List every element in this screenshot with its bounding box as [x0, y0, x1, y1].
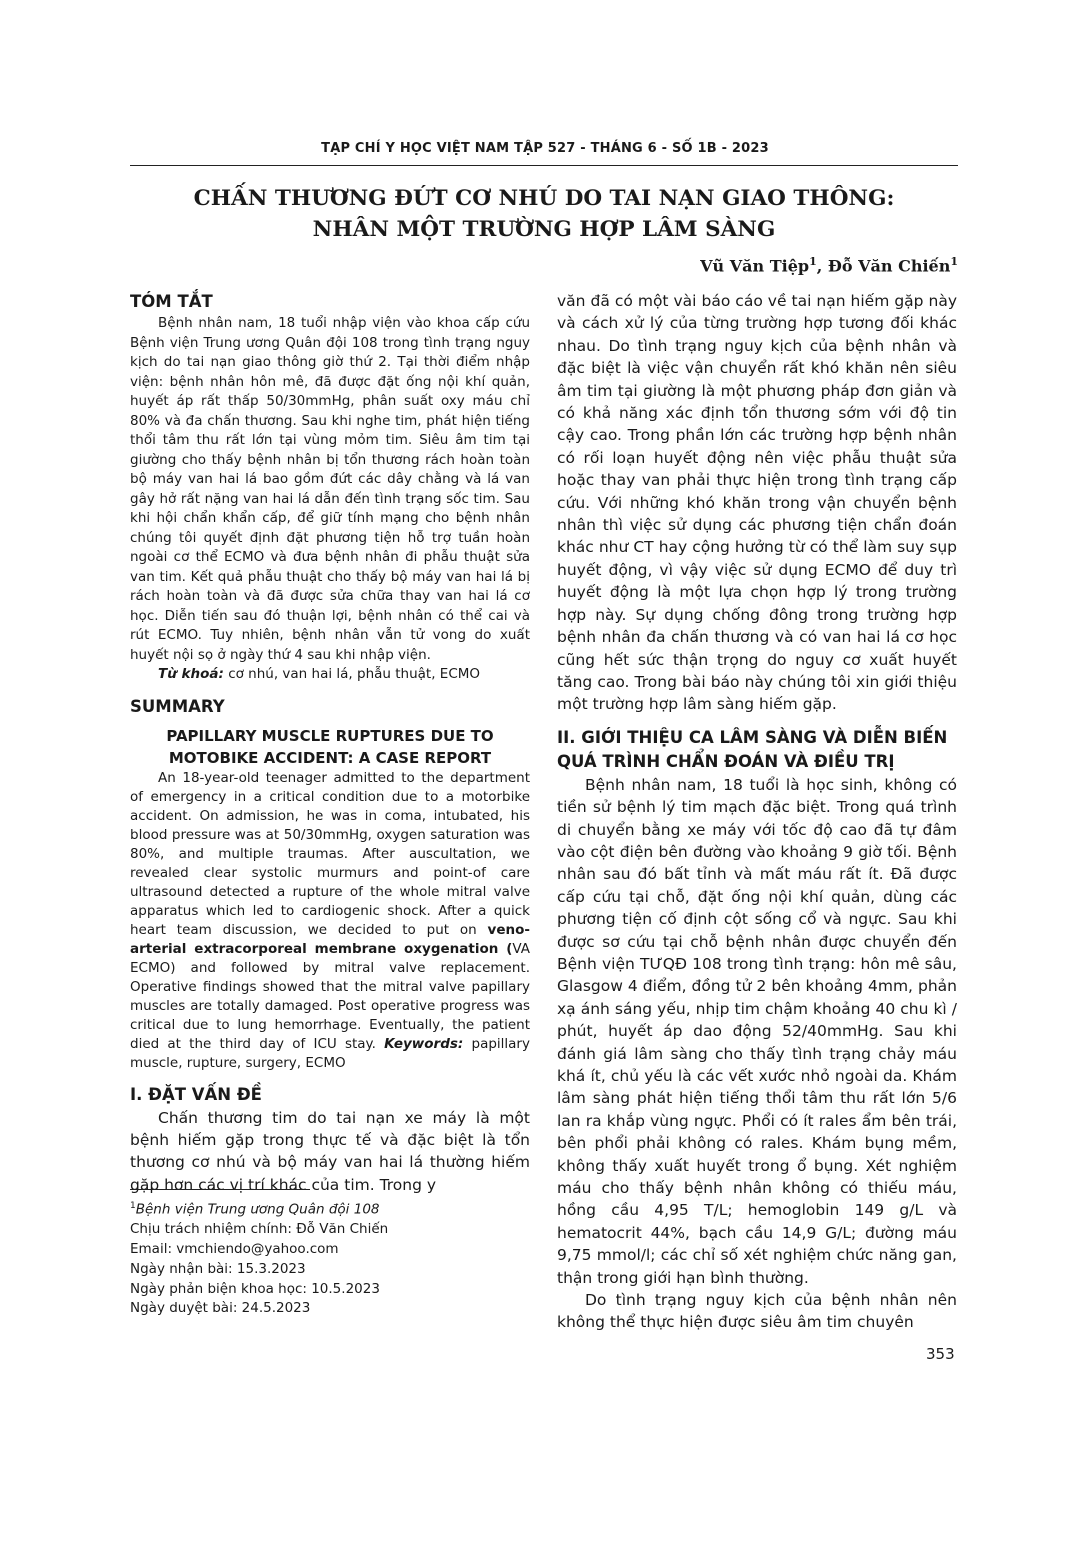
section-1-text: Chấn thương tim do tai nạn xe máy là một bệnh hiếm gặp trong thực tế và đặc biệt là tổn thương cơ nhú và bộ máy van hai lá thường hiếm gặp hơn các vị trí khác của tim. Trong y	[130, 1108, 530, 1194]
summary-text-a: An 18-year-old teenager admitted to the department of emergency in a critical condition due to a motorbike accident. On admission, he was in coma, intubated, his blood pressure was at 50/30mmHg, oxygen saturation was 80%, and multiple traumas. After auscultation, we revealed clear systolic murmurs and point-of care ultrasound detected a rupture of the whole mitral valve apparatus which led to cardiogenic shock. After a quick heart team discussion, we decided to put on	[130, 769, 530, 938]
author-2-affiliation: 1	[950, 255, 958, 268]
footnote-responsible: Chịu trách nhiệm chính: Đỗ Văn Chiến	[130, 1221, 389, 1238]
journal-header: TẠP CHÍ Y HỌC VIỆT NAM TẬP 527 - THÁNG 6 - SỐ 1B - 2023	[321, 141, 769, 156]
section-2-heading: II. GIỚI THIỆU CA LÂM SÀNG VÀ DIỄN BIẾN QUÁ TRÌNH CHẨN ĐOÁN VÀ ĐIỀU TRỊ	[557, 727, 948, 771]
summary-title-line-2: MOTOBIKE ACCIDENT: A CASE REPORT	[168, 748, 492, 767]
footnote-rule	[130, 1189, 310, 1190]
title-line-2: NHÂN MỘT TRƯỜNG HỢP LÂM SÀNG	[312, 217, 776, 242]
footnote-sup: 1	[130, 1201, 136, 1211]
header-rule	[130, 165, 958, 166]
author-2: Đỗ Văn Chiến	[827, 256, 951, 276]
section-2-para-2: Do tình trạng nguy kịch của bệnh nhân nên không thể thực hiện được siêu âm tim chuyên	[557, 1291, 957, 1332]
summary-title-line-1: PAPILLARY MUSCLE RUPTURES DUE TO	[166, 726, 494, 745]
keywords-en-label: Keywords:	[384, 1035, 464, 1052]
author-list	[700, 255, 958, 275]
title-line-1: CHẤN THƯƠNG ĐỨT CƠ NHÚ DO TAI NẠN GIAO THÔNG:	[193, 186, 895, 211]
author-separator: ,	[816, 256, 828, 276]
author-1-affiliation: 1	[809, 255, 817, 268]
summary-text-bold: veno-arterial extracorporeal membrane oxygenation (	[130, 921, 530, 957]
left-column	[130, 290, 530, 1196]
summary-text	[130, 769, 530, 1073]
page-number: 353	[926, 1345, 955, 1363]
section-1-heading: I. ĐẶT VẤN ĐỀ	[130, 1084, 262, 1104]
author-1: Vũ Văn Tiệp	[700, 256, 810, 276]
abstract-vi-text: Bệnh nhân nam, 18 tuổi nhập viện vào khoa cấp cứu Bệnh viện Trung ương Quân đội 108 trong tình trạng nguy kịch do tai nạn giao thông giờ thứ 2. Tại thời điểm nhập viện: bệnh nhân hôn mê, đã được đặt ống nội khí quản, huyết áp rất thấp 50/30mmHg, phân suất oxy máu chỉ 80% và đa chấn thương. Sau khi nghe tim, phát hiện tiếng thổi tâm thu rất lớn tại vùng mỏm tim. Siêu âm tim tại giường cho thấy bệnh nhân bị tổn thương rách hoàn toàn bộ máy van hai lá bao gồm đứt các dây chằng và lá van gây hở rất nặng van hai lá dẫn đến tình trạng sốc tim. Sau khi hội chẩn khẩn cấp, để giữ tính mạng cho bệnh nhân chúng tôi quyết định đặt phương tiện hỗ trợ tuần hoàn ngoài cơ thể ECMO và đưa bệnh nhân đi phẫu thuật sửa van tim. Kết quả phẫu thuật cho thấy bộ máy van hai lá bị rách hoàn toàn và đã được sửa chữa thay van hai lá cơ học. Diễn tiến sau đó thuận lợi, bệnh nhân có thể cai và rút ECMO. Tuy nhiên, bệnh nhân vẫn tử vong do xuất huyết nội sọ ở ngày thứ 4 sau khi nhập viện.	[130, 315, 530, 663]
footnote-email: Email: vmchiendo@yahoo.com	[130, 1241, 339, 1258]
section-2-para-1: Bệnh nhân nam, 18 tuổi là học sinh, không có tiền sử bệnh lý tim mạch đặc biệt. Trong quá trình di chuyển bằng xe máy với tốc độ cao đã tự đâm vào cột điện bên đường vào khoảng 9 giờ tối. Bệnh nhân sau đó bất tỉnh và mất máu rất ít. Đã được cấp cứu tại chỗ, đặt ống nội khí quản, dùng các phương tiện cố định cột sống cổ và ngực. Sau khi được sơ cứu tại chỗ bệnh nhân được chuyển đến Bệnh viện TƯQĐ 108 trong tình trạng: hôn mê sâu, Glasgow 4 điểm, đồng tử 2 bên khoảng 4mm, phản xạ ánh sáng yếu, nhịp tim chậm khoảng 40 chu kì / phút, huyết áp dao động 52/40mmHg. Sau khi đánh giá lâm sàng cho thấy tình trạng chảy máu khá ít, chủ yếu là các vết xước nhỏ ngoài da. Khám lâm sàng phát hiện tiếng thổi tâm thu rất lớn 5/6 lan ra khắp vùng ngực. Phổi có ít rales ẩm bên trái, bên phổi phải không có rales. Khám bụng mềm, không thấy xuất huyết trong ổ bụng. Xét nghiệm máu cho thấy bệnh nhân không có thiếu máu, hồng cầu 4,95 T/L; hemoglobin 149 g/L và hematocrit 44%, bạch cầu 14,9 G/L; đường máu 9,75 mmol/l; các chỉ số xét nghiệm chức năng gan, thận trong giới hạn bình thường.	[557, 775, 957, 1287]
section-1-text-continued: văn đã có một vài báo cáo về tai nạn hiếm gặp này và cách xử lý của từng trường hợp tương đối khác nhau. Do tình trạng nguy kịch của bệnh nhân và đặc biệt là việc vận chuyển rất khó khăn nên siêu âm tim tại giường là một phương pháp đơn giản và có khả năng xác định tổn thương sớm với độ tin cậy cao. Trong phần lớn các trường hợp bệnh nhân có rối loạn huyết động nên việc phẫu thuật sửa hoặc thay van phải thực hiện trong tình trạng cấp cứu. Với những khó khăn trong vận chuyển bệnh nhân thì việc sử dụng các phương tiện chẩn đoán khác như CT hay cộng hưởng từ có thể làm suy sụp huyết động, vì vậy việc sử dụng ECMO để duy trì huyết động là một lựa chọn hợp lý trong trường hợp này. Sự dụng chống đông trong trường hợp bệnh nhân đa chấn thương và có van hai lá cơ học cũng hết sức thận trọng do nguy cơ xuất huyết tăng cao. Trong bài báo này chúng tôi xin giới thiệu một trường hợp lâm sàng hiếm gặp.	[557, 292, 957, 714]
footnote-affiliation-text: Bệnh viện Trung ương Quân đội 108	[135, 1201, 380, 1218]
keywords-vi-value: cơ nhú, van hai lá, phẫu thuật, ECMO	[223, 666, 481, 682]
footnote-reviewed: Ngày phản biện khoa học: 10.5.2023	[130, 1280, 380, 1297]
article-title	[130, 183, 958, 245]
abstract-vi-heading: TÓM TẮT	[130, 292, 213, 311]
footnotes	[130, 1197, 530, 1319]
summary-text-b: VA ECMO) and followed by mitral valve replacement. Operative findings showed that the mitral valve papillary muscles are totally damaged. Post operative progress was critical due to lung hemorrhage. Eventually, the patient died at the third day of ICU stay.	[130, 940, 530, 1052]
keywords-en-value: papillary muscle, rupture, surgery, ECMO	[130, 1035, 530, 1071]
footnote-affiliation	[130, 1197, 530, 1220]
summary-heading: SUMMARY	[130, 696, 225, 716]
footnote-received: Ngày nhận bài: 15.3.2023	[130, 1260, 306, 1277]
footnote-accepted: Ngày duyệt bài: 24.5.2023	[130, 1300, 311, 1317]
right-column	[557, 290, 957, 1334]
summary-title	[130, 725, 530, 769]
keywords-vi-label: Từ khoá:	[158, 666, 224, 682]
abstract-vi-keywords	[130, 665, 530, 685]
